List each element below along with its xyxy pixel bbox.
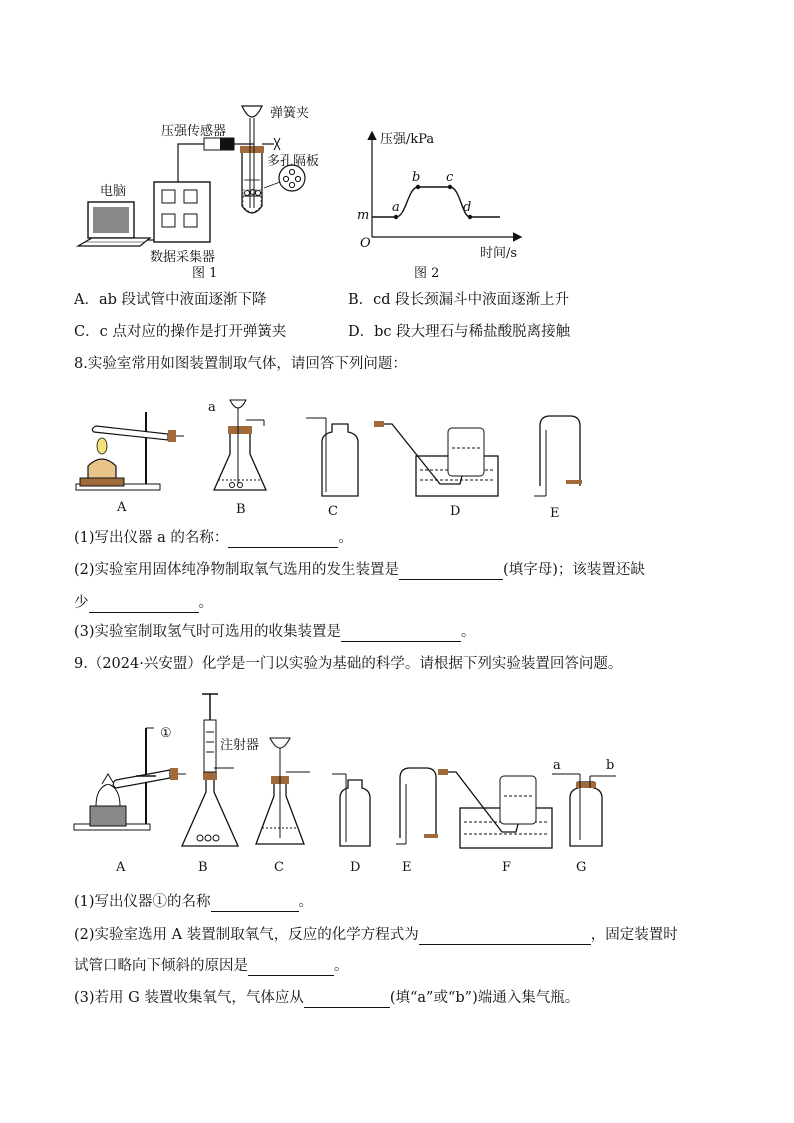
q9-blank-3[interactable] [248, 960, 334, 976]
q8-blank-4[interactable] [341, 626, 461, 642]
q9-fig-label-F: F [502, 860, 512, 875]
q8-blank-3[interactable] [89, 597, 199, 613]
q8-fig-label-a-instrument: a [208, 400, 216, 415]
option-c: C．c 点对应的操作是打开弹簧夹 [74, 324, 287, 340]
option-d: D．bc 段大理石与稀盐酸脱离接触 [348, 324, 571, 340]
q8-fig-label-B: B [236, 502, 246, 517]
q8-part2-line2: 少 。 [74, 595, 213, 611]
fig2-ylabel: 压强/kPa [380, 132, 435, 147]
fig1-label-sensor: 压强传感器 [161, 124, 227, 139]
q8-part1: (1)写出仪器 a 的名称： 。 [74, 530, 353, 546]
fig1-label-clip: 弹簧夹 [270, 106, 310, 121]
fig2-origin: O [360, 236, 371, 251]
q9-part2-line2: 试管口略向下倾斜的原因是 。 [74, 958, 349, 974]
q8-part3: (3)实验室制取氢气时可选用的收集装置是 。 [74, 624, 476, 640]
q9-apparatus-drawing [70, 688, 630, 860]
fig2-xlabel: 时间/s [480, 246, 518, 261]
q9-fig-label-B: B [198, 860, 208, 875]
fig2-point-b: b [412, 170, 421, 185]
q9-fig-label-C: C [274, 860, 284, 875]
q9-blank-2[interactable] [419, 929, 591, 945]
q9-blank-1[interactable] [211, 896, 299, 912]
q9-part1: (1)写出仪器①的名称 。 [74, 894, 314, 910]
q8-stem: 8.实验室常用如图装置制取气体，请回答下列问题： [74, 356, 407, 372]
q8-part2-line1: (2)实验室用固体纯净物制取氧气选用的发生装置是 (填字母)；该装置还缺 [74, 562, 645, 578]
q8-apparatus-drawing [70, 396, 590, 500]
q8-blank-2[interactable] [399, 564, 503, 580]
q9-part2-line1: (2)实验室选用 A 装置制取氧气，反应的化学方程式为 ，固定装置时 [74, 927, 678, 943]
fig2-point-c: c [446, 170, 454, 185]
q9-fig-label-circle-1: ① [160, 726, 172, 741]
q8-fig-label-C: C [328, 504, 338, 519]
fig1-label-computer: 电脑 [100, 184, 127, 199]
q9-fig-label-syringe: 注射器 [220, 738, 260, 753]
fig2-point-d: d [463, 200, 472, 215]
fig2-point-a: a [392, 200, 400, 215]
q8-blank-1[interactable] [228, 532, 338, 548]
q9-fig-label-A: A [116, 860, 126, 875]
q8-fig-label-E: E [550, 506, 560, 521]
q9-fig-label-D: D [350, 860, 361, 875]
q9-fig-label-port-b: b [606, 758, 615, 773]
option-a: A．ab 段试管中液面逐渐下降 [74, 292, 267, 308]
q9-stem: 9.（2024·兴安盟）化学是一门以实验为基础的科学。请根据下列实验装置回答问题。 [74, 656, 623, 672]
fig1-label-collector: 数据采集器 [150, 250, 216, 265]
q8-fig-label-A: A [117, 500, 127, 515]
q9-fig-label-E: E [402, 860, 412, 875]
option-b: B．cd 段长颈漏斗中液面逐渐上升 [348, 292, 570, 308]
q9-part3: (3)若用 G 装置收集氧气，气体应从 (填“a”或“b”)端通入集气瓶。 [74, 990, 580, 1006]
fig1-caption: 图 1 [192, 266, 218, 281]
fig2-pressure-graph [350, 125, 530, 255]
q9-fig-label-G: G [576, 860, 587, 875]
fig2-caption: 图 2 [414, 266, 440, 281]
fig2-m-label: m [357, 208, 370, 223]
q8-fig-label-D: D [450, 504, 461, 519]
q9-fig-label-port-a: a [553, 758, 561, 773]
q9-blank-4[interactable] [304, 992, 390, 1008]
fig1-label-plate: 多孔隔板 [267, 154, 320, 169]
